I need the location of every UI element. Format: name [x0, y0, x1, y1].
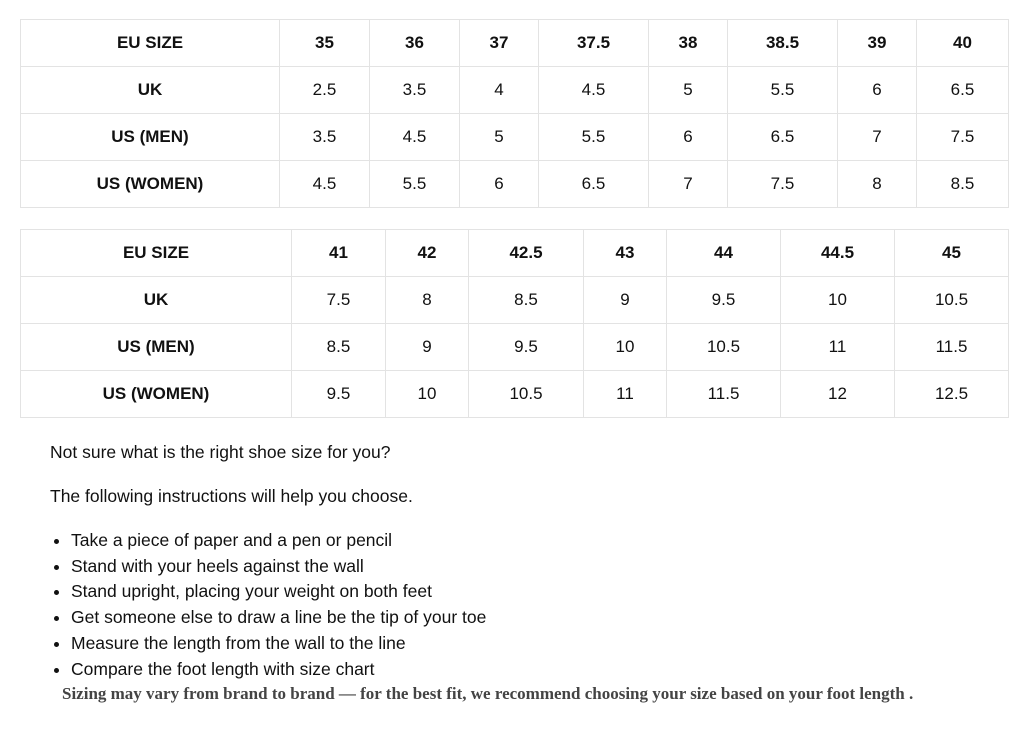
table-cell: 7	[649, 161, 728, 208]
table-cell: 8	[386, 277, 469, 324]
table-cell: 10	[584, 324, 667, 371]
table-cell: 6	[649, 114, 728, 161]
table-cell: 6	[838, 67, 917, 114]
table-cell: 3.5	[370, 67, 460, 114]
table-cell: 12.5	[895, 371, 1009, 418]
table-cell: 9	[386, 324, 469, 371]
table-cell: 4.5	[280, 161, 370, 208]
table-cell: 4.5	[370, 114, 460, 161]
list-item: • Get someone else to draw a line be the tip of your toe	[71, 605, 990, 631]
table-cell: 10.5	[895, 277, 1009, 324]
table-cell: 10.5	[667, 324, 781, 371]
table-cell: 6	[460, 161, 539, 208]
table-cell: 8	[838, 161, 917, 208]
table-cell: 5.5	[539, 114, 649, 161]
header-cell: 45	[895, 230, 1009, 277]
header-cell: 43	[584, 230, 667, 277]
table-row	[21, 324, 1009, 371]
table-cell: 6.5	[917, 67, 1009, 114]
sizing-note: Sizing may vary from brand to brand — for the best fit, we recommend choosing your size based on your foot length .	[62, 684, 914, 703]
row-label-cell: UK	[21, 67, 280, 114]
table-header-row	[21, 230, 1009, 277]
size-chart-table-2	[20, 229, 1009, 418]
table-row	[21, 277, 1009, 324]
header-cell: 41	[292, 230, 386, 277]
list-item: • Measure the length from the wall to the line	[71, 631, 990, 657]
table-cell: 5	[649, 67, 728, 114]
table-cell: 7	[838, 114, 917, 161]
header-cell: 42.5	[469, 230, 584, 277]
size-chart-table-1	[20, 19, 1009, 208]
table-cell: 7.5	[917, 114, 1009, 161]
list-item: • Compare the foot length with size chart	[71, 657, 990, 683]
table-row	[21, 161, 1009, 208]
header-cell: 37	[460, 20, 539, 67]
list-item: • Stand with your heels against the wall	[71, 554, 990, 580]
table-cell: 7.5	[292, 277, 386, 324]
table-cell: 11	[781, 324, 895, 371]
header-cell: 39	[838, 20, 917, 67]
instructions-intro-text: The following instructions will help you choose.	[50, 486, 413, 506]
list-item: • Take a piece of paper and a pen or pencil	[71, 528, 990, 554]
table-cell: 2.5	[280, 67, 370, 114]
table-cell: 12	[781, 371, 895, 418]
table-cell: 4.5	[539, 67, 649, 114]
row-label-cell: US (WOMEN)	[21, 371, 292, 418]
table-cell: 8.5	[292, 324, 386, 371]
table-cell: 5	[460, 114, 539, 161]
header-cell: 35	[280, 20, 370, 67]
table-cell: 6.5	[539, 161, 649, 208]
table-cell: 8.5	[469, 277, 584, 324]
header-cell: 38.5	[728, 20, 838, 67]
row-label-cell: UK	[21, 277, 292, 324]
table-cell: 7.5	[728, 161, 838, 208]
table-cell: 10.5	[469, 371, 584, 418]
list-item: • Stand upright, placing your weight on both feet	[71, 579, 990, 605]
table-cell: 11.5	[667, 371, 781, 418]
table-cell: 5.5	[370, 161, 460, 208]
table-cell: 8.5	[917, 161, 1009, 208]
table-cell: 9.5	[469, 324, 584, 371]
header-cell: 44.5	[781, 230, 895, 277]
table-row	[21, 371, 1009, 418]
header-cell: 36	[370, 20, 460, 67]
table-row	[21, 67, 1009, 114]
header-cell: EU SIZE	[21, 230, 292, 277]
table-cell: 3.5	[280, 114, 370, 161]
header-cell: EU SIZE	[21, 20, 280, 67]
table-cell: 11	[584, 371, 667, 418]
row-label-cell: US (MEN)	[21, 114, 280, 161]
table-cell: 5.5	[728, 67, 838, 114]
table-cell: 4	[460, 67, 539, 114]
size-guide-instructions	[50, 440, 990, 682]
table-header-row	[21, 20, 1009, 67]
table-cell: 9.5	[292, 371, 386, 418]
header-cell: 38	[649, 20, 728, 67]
header-cell: 40	[917, 20, 1009, 67]
table-row	[21, 114, 1009, 161]
header-cell: 44	[667, 230, 781, 277]
table-cell: 9	[584, 277, 667, 324]
table-cell: 9.5	[667, 277, 781, 324]
row-label-cell: US (WOMEN)	[21, 161, 280, 208]
instructions-list	[50, 528, 990, 682]
table-cell: 11.5	[895, 324, 1009, 371]
size-question-text: Not sure what is the right shoe size for you?	[50, 442, 391, 462]
table-cell: 6.5	[728, 114, 838, 161]
header-cell: 42	[386, 230, 469, 277]
header-cell: 37.5	[539, 20, 649, 67]
table-cell: 10	[781, 277, 895, 324]
table-cell: 10	[386, 371, 469, 418]
row-label-cell: US (MEN)	[21, 324, 292, 371]
